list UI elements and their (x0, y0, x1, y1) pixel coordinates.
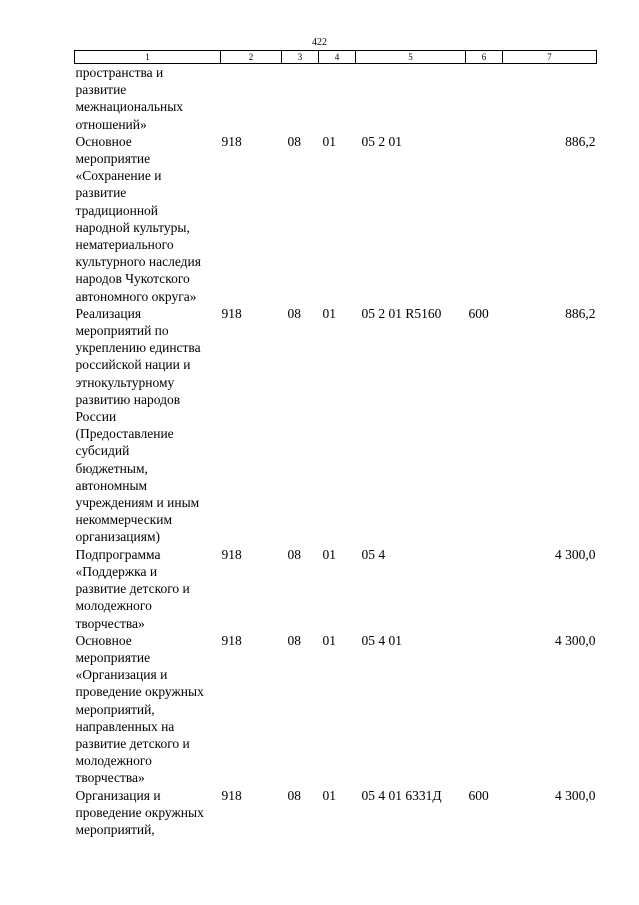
row-subsection: 01 (322, 787, 336, 803)
row-subsection: 01 (322, 305, 336, 321)
row-admin-code (221, 64, 282, 133)
row-target-code: 05 4 01 6331Д (361, 787, 442, 803)
row-expense-type: 600 (468, 787, 489, 803)
table-header (75, 51, 597, 64)
row-section: 08 (287, 133, 301, 149)
header-col-5: 5 (356, 51, 466, 64)
row-target-code: 05 4 01 (361, 632, 402, 648)
row-name: пространства и развитие межнациональных отношений» (75, 65, 184, 132)
row-amount: 4 300,0 (555, 787, 596, 803)
table-body (75, 64, 597, 839)
row-subsection: 01 (322, 546, 336, 562)
row-name: Реализация мероприятий по укреплению единства российской нации и этнокультурному развитию народов России (Предоставление субсидий бюджетным, автономным учреждениям и иным некоммерческим организациям) (75, 305, 201, 545)
header-col-1: 1 (75, 51, 221, 64)
row-expense-type (466, 632, 503, 787)
row-name: Организация и проведение окружных мероприятий, (75, 787, 204, 837)
table-row (75, 64, 597, 133)
row-name: Основное мероприятие «Организация и проведение окружных мероприятий, направленных на развитие детского и молодежного творчества» (75, 632, 204, 786)
table-row (75, 546, 597, 632)
row-section: 08 (287, 305, 301, 321)
row-admin-code: 918 (221, 632, 242, 648)
header-col-6: 6 (466, 51, 503, 64)
header-col-4: 4 (319, 51, 356, 64)
row-section (282, 64, 319, 133)
row-target-code: 05 2 01 (361, 133, 402, 149)
row-expense-type: 600 (468, 305, 489, 321)
row-admin-code: 918 (221, 546, 242, 562)
row-amount: 886,2 (565, 305, 596, 321)
row-subsection (319, 64, 356, 133)
row-admin-code: 918 (221, 787, 242, 803)
row-subsection: 01 (322, 632, 336, 648)
table-row (75, 787, 597, 839)
row-expense-type (466, 64, 503, 133)
row-admin-code: 918 (221, 133, 242, 149)
header-col-7: 7 (503, 51, 597, 64)
header-col-2: 2 (221, 51, 282, 64)
row-amount: 4 300,0 (555, 546, 596, 562)
row-amount: 886,2 (565, 133, 596, 149)
row-subsection: 01 (322, 133, 336, 149)
row-admin-code: 918 (221, 305, 242, 321)
page-number: 422 (312, 37, 327, 48)
row-name: Основное мероприятие «Сохранение и развитие традиционной народной культуры, нематериального культурного наследия народов Чукотского автономного округа» (75, 133, 201, 304)
row-expense-type (466, 546, 503, 632)
row-target-code (356, 64, 466, 133)
row-name: Подпрограмма «Поддержка и развитие детского и молодежного творчества» (75, 546, 190, 631)
budget-table (74, 50, 597, 838)
row-expense-type (466, 133, 503, 305)
header-row (75, 51, 597, 64)
row-section: 08 (287, 787, 301, 803)
row-target-code: 05 2 01 R5160 (361, 305, 442, 321)
row-amount: 4 300,0 (555, 632, 596, 648)
row-section: 08 (287, 632, 301, 648)
table-row (75, 133, 597, 305)
header-col-3: 3 (282, 51, 319, 64)
table-row (75, 305, 597, 546)
row-target-code: 05 4 (361, 546, 386, 562)
row-amount (503, 64, 597, 133)
row-section: 08 (287, 546, 301, 562)
table-row (75, 632, 597, 787)
